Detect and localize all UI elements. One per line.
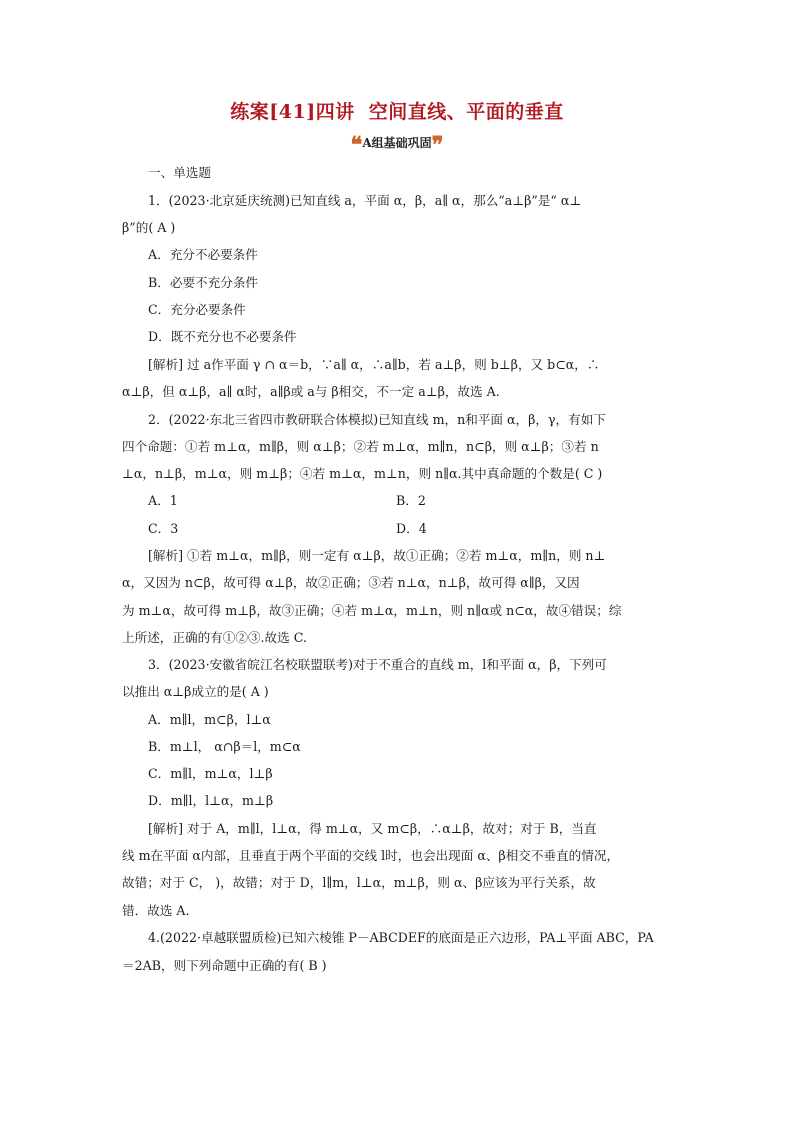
q2-line-3: ⊥α，n⊥β，m⊥α，则 m⊥β；④若 m⊥α，m⊥n，则 n∥α.其中真命题的个数是( C ) <box>122 466 603 481</box>
q2-analysis-4: 上所述，正确的有①②③.故选 C. <box>122 630 307 645</box>
q4-line-1: 4.(2022·卓越联盟质检)已知六棱锥 P－ABCDEF的底面是正六边形，PA⊥平面 ABC，PA <box>148 930 654 945</box>
q3-option-a: A．m∥l，m⊂β，l⊥α <box>148 712 271 727</box>
q3-analysis-1: [解析] 对于 A，m∥l，l⊥α，得 m⊥α，又 m⊂β，∴α⊥β，故对；对于 B，当直 <box>148 821 597 836</box>
q1-analysis-1: [解析] 过 a作平面 γ ∩ α＝b，∵a∥ α，∴a∥b，若 a⊥β，则 b⊥β，又 b⊂α，∴ <box>148 357 600 372</box>
group-label: A组基础巩固 <box>362 136 432 150</box>
q2-line-2: 四个命题：①若 m⊥α，m∥β，则 α⊥β；②若 m⊥α，m∥n，n⊂β，则 α⊥β；③若 n <box>122 439 599 454</box>
title-main: 练案[41]四讲 <box>230 101 355 123</box>
q2-line-1: 2．(2022·东北三省四市教研联合体模拟)已知直线 m，n和平面 α，β，γ，有如下 <box>148 412 606 427</box>
page-title <box>0 97 794 124</box>
q1-line-1: 1．(2023·北京延庆统测)已知直线 a，平面 α，β，a∥ α，那么“a⊥β”是“ α⊥ <box>148 193 582 208</box>
q2-option-c: C．3 <box>148 521 179 536</box>
q2-analysis-3: 为 m⊥α，故可得 m⊥β，故③正确；④若 m⊥α，m⊥n，则 n∥α或 n⊂α，故④错误；综 <box>122 603 622 618</box>
q3-analysis-3: 故错；对于 C， )，故错；对于 D，l∥m，l⊥α，m⊥β，则 α、β应该为平行关系，故 <box>122 875 596 890</box>
q2-option-d: D．4 <box>396 521 427 536</box>
title-sub: 空间直线、平面的垂直 <box>368 101 564 123</box>
q3-analysis-2: 线 m在平面 α内部，且垂直于两个平面的交线 l时，也会出现面 α、β相交不垂直的情况， <box>122 848 620 863</box>
q1-option-a: A．充分不必要条件 <box>148 247 258 262</box>
q4-line-2: ＝2AB，则下列命题中正确的有( B ) <box>122 958 327 973</box>
q1-option-c: C．充分必要条件 <box>148 302 246 317</box>
q3-option-c: C．m∥l，m⊥α，l⊥β <box>148 766 273 781</box>
q1-option-b: B．必要不充分条件 <box>148 275 259 290</box>
q2-analysis-1: [解析] ①若 m⊥α，m∥β，则一定有 α⊥β，故①正确；②若 m⊥α，m∥n，则 n⊥ <box>148 548 606 563</box>
q2-option-a: A．1 <box>148 493 178 508</box>
q1-option-d: D．既不充分也不必要条件 <box>148 329 297 344</box>
q3-line-2: 以推出 α⊥β成立的是( A ) <box>122 684 269 699</box>
quote-close-icon: ❞ <box>431 132 444 158</box>
q2-option-b: B．2 <box>396 493 426 508</box>
q3-line-1: 3．(2023·安徽省皖江名校联盟联考)对于不重合的直线 m，l和平面 α，β，下列可 <box>148 657 607 672</box>
q1-line-2: β”的( A ) <box>122 220 176 235</box>
q1-analysis-2: α⊥β，但 α⊥β，a∥ α时，a∥β或 a与 β相交，不一定 a⊥β，故选 A. <box>122 384 500 399</box>
q3-option-b: B．m⊥l， α∩β＝l，m⊂α <box>148 739 301 754</box>
quote-open-icon: ❝ <box>350 132 363 158</box>
group-heading <box>0 132 794 158</box>
q2-analysis-2: α，又因为 n⊂β，故可得 α⊥β，故②正确；③若 n⊥α，n⊥β，故可得 α∥β，又因 <box>122 575 580 590</box>
q3-analysis-4: 错．故选 A. <box>122 903 190 918</box>
q3-option-d: D．m∥l，l⊥α，m⊥β <box>148 793 274 808</box>
section-heading: 一、单选题 <box>148 165 211 180</box>
